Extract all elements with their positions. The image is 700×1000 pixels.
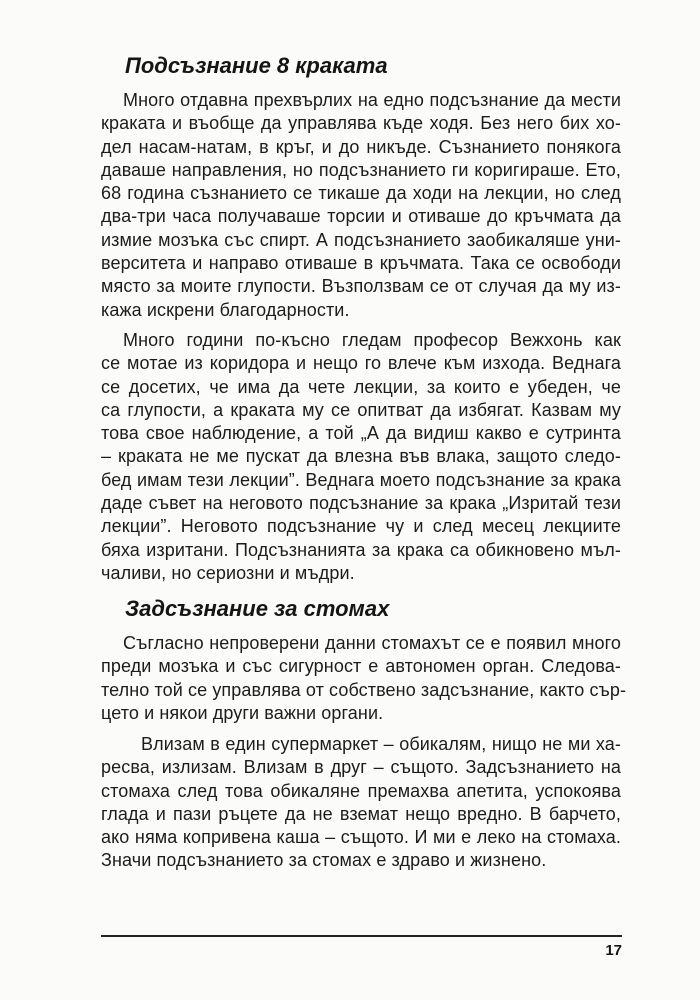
text-line: стомаха след това обикаляне премахва апетита, успокоява	[101, 780, 621, 801]
text-line: преди мозъка и със сигурност е автономен орган. Следова-	[101, 656, 621, 677]
text-line: ако няма копривена каша – същото. И ми е леко на стомаха.	[101, 827, 621, 848]
footer-divider	[101, 935, 622, 937]
text-line: чаливи, но сериозни и мъдри.	[101, 562, 355, 583]
text-line: бед имам тези лекции”. Веднага моето подсъзнание за крака	[101, 469, 621, 490]
text-line: Съгласно непроверени данни стомахът се е появил много	[123, 633, 621, 653]
text-line: дел насам-натам, в кръг, и до никъде. Съзнанието понякога	[101, 136, 621, 157]
text-line: Много отдавна прехвърлих на едно подсъзнание да мести	[123, 90, 621, 110]
text-line: Много години по-късно гледам професор Вежхонь как	[123, 330, 621, 350]
section-heading-legs: Подсъзнание 8 краката	[125, 53, 388, 78]
paragraph-stomach-2	[101, 733, 621, 873]
text-line: два-три часа получаваше торсии и отиваше до кръчмата да	[101, 206, 621, 227]
text-line: измие мозъка със спирт. А подсъзнанието заобикаляше уни-	[101, 229, 621, 250]
paragraph-legs-1	[101, 89, 621, 322]
text-line: лекции”. Неговото подсъзнание чу и след месец лекциите	[101, 516, 621, 537]
text-line: телно той се управлява от собствено задсъзнание, както сър-	[101, 679, 627, 700]
text-line: 68 година съзнанието се тикаше да ходи на лекции, но след	[101, 183, 621, 204]
text-line: верситета и направо отиваше в кръчмата. Така се освободи	[101, 253, 621, 274]
text-line: са глупости, а краката му се опитват да избягат. Казвам му	[101, 399, 621, 420]
text-line: Значи подсъзнанието за стомах е здраво и жизнено.	[101, 850, 547, 871]
text-line: ресва, излизам. Влизам в друг – същото. Задсъзнанието на	[101, 757, 621, 778]
text-line: това свое наблюдение, а той „А да видиш какво е сутринта	[101, 423, 621, 444]
text-line: глада и пази ръцете да не вземат нещо вредно. В барчето,	[101, 803, 621, 824]
paragraph-legs-2	[101, 329, 621, 585]
text-line: даваше направления, но подсъзнанието ги коригираше. Ето,	[101, 159, 621, 180]
text-line: – краката не ме пускат да влезна във влака, защото следо-	[101, 446, 621, 467]
text-line: цето и някои други важни органи.	[101, 702, 384, 723]
section-heading-stomach: Задсъзнание за стомах	[125, 596, 390, 621]
text-line: бяха изритани. Подсъзнанията за крака са обикновено мъл-	[101, 539, 621, 560]
paragraph-stomach-1	[101, 632, 627, 725]
text-line: краката и въобще да управлява къде ходя. Без него бих хо-	[101, 113, 621, 134]
text-line: се досетих, че има да чете лекции, за които е убеден, че	[101, 376, 621, 397]
page-number: 17	[605, 942, 622, 959]
text-line: даде съвет на неговото подсъзнание за крака „Изритай тези	[101, 493, 621, 514]
text-line: кажа искрени благодарности.	[101, 299, 350, 320]
text-line: се мотае из коридора и нещо го влече към изхода. Веднага	[101, 353, 621, 374]
text-line: място за моите глупости. Възползвам се от случая да му из-	[101, 276, 621, 297]
text-line: Влизам в един супермаркет – обикалям, нищо не ми ха-	[141, 734, 621, 754]
